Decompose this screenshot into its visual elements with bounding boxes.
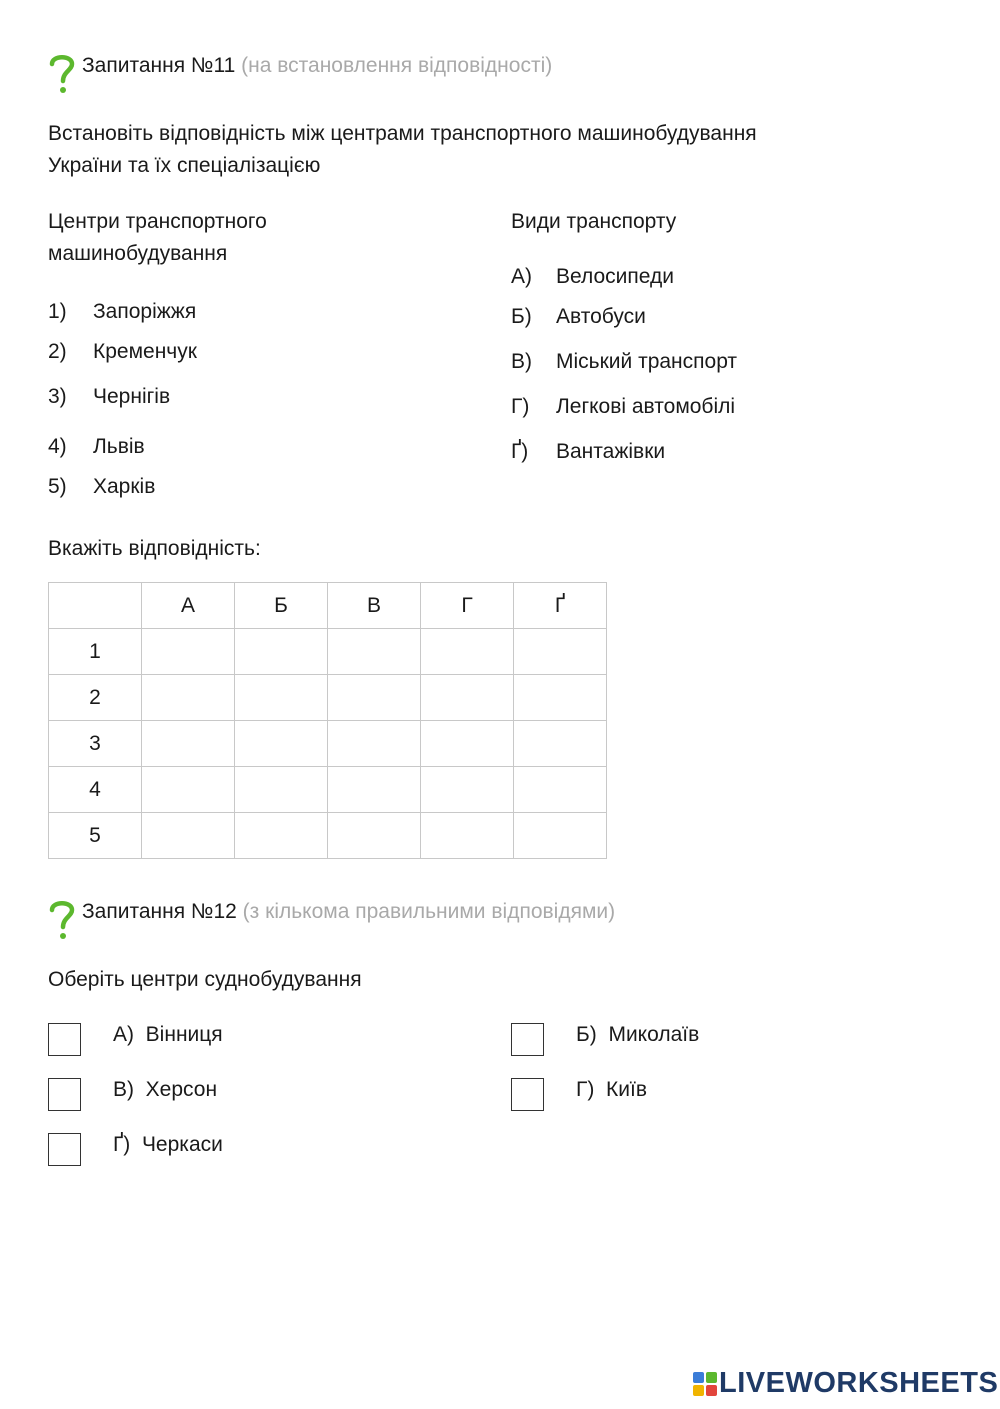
grid-answer-cell[interactable] xyxy=(328,629,421,675)
grid-answer-cell[interactable] xyxy=(421,721,514,767)
left-item-text: Львів xyxy=(93,435,145,458)
grid-answer-cell[interactable] xyxy=(235,767,328,813)
right-item-label: В) xyxy=(511,350,532,373)
grid-column-header: Ґ xyxy=(514,583,607,629)
matching-grid xyxy=(48,582,607,859)
prompt-line-1: Встановіть відповідність між центрами транспортного машинобудування xyxy=(48,122,757,145)
option-text: Херсон xyxy=(145,1078,218,1101)
grid-row xyxy=(49,675,607,721)
grid-answer-cell[interactable] xyxy=(421,813,514,859)
option-label xyxy=(576,1023,699,1047)
left-column-header xyxy=(48,206,267,270)
grid-row xyxy=(49,629,607,675)
left-item-label: 3) xyxy=(48,385,67,408)
option-checkbox[interactable] xyxy=(48,1023,81,1056)
right-item-text: Легкові автомобілі xyxy=(556,395,736,418)
prompt-line-2: України та їх спеціалізацією xyxy=(48,154,321,177)
option-letter: А) xyxy=(113,1023,134,1046)
option-checkbox[interactable] xyxy=(48,1078,81,1111)
grid-answer-cell[interactable] xyxy=(328,767,421,813)
right-item-label: А) xyxy=(511,265,532,288)
grid-row xyxy=(49,767,607,813)
grid-column-header: А xyxy=(142,583,235,629)
option-label xyxy=(576,1078,647,1102)
right-item-text: Міський транспорт xyxy=(556,350,738,373)
option-text: Черкаси xyxy=(141,1133,223,1156)
grid-answer-cell[interactable] xyxy=(142,767,235,813)
grid-row xyxy=(49,721,607,767)
grid-answer-cell[interactable] xyxy=(514,767,607,813)
question-mark-icon xyxy=(48,898,76,942)
left-item-text: Запоріжжя xyxy=(93,300,197,323)
option-text: Миколаїв xyxy=(608,1023,700,1046)
left-item-text: Харків xyxy=(93,475,156,498)
grid-answer-cell[interactable] xyxy=(514,813,607,859)
option-letter: Г) xyxy=(576,1078,595,1101)
left-item xyxy=(48,435,145,459)
grid-header-row xyxy=(49,583,607,629)
grid-column-header: Б xyxy=(235,583,328,629)
left-item-label: 2) xyxy=(48,340,67,363)
left-header-line-2: машинобудування xyxy=(48,242,228,265)
question-12-title-line xyxy=(82,900,615,924)
grid-row xyxy=(49,813,607,859)
grid-answer-cell[interactable] xyxy=(328,813,421,859)
option-checkbox[interactable] xyxy=(511,1078,544,1111)
option-label xyxy=(113,1023,223,1047)
question-12-title: Запитання №12 xyxy=(82,900,237,923)
left-item xyxy=(48,385,170,409)
left-header-line-1: Центри транспортного xyxy=(48,210,267,233)
right-item-text: Велосипеди xyxy=(556,265,674,288)
question-12-type: (з кількома правильними відповідями) xyxy=(242,900,616,923)
option-letter: В) xyxy=(113,1078,134,1101)
answer-prompt: Вкажіть відповідність: xyxy=(48,537,261,560)
grid-answer-cell[interactable] xyxy=(235,721,328,767)
option-label xyxy=(113,1133,223,1157)
right-item xyxy=(511,305,646,329)
question-11-title: Запитання №11 xyxy=(82,54,236,77)
left-item xyxy=(48,475,155,499)
right-column-header: Види транспорту xyxy=(511,210,677,233)
grid-row-header: 5 xyxy=(49,813,142,859)
grid-answer-cell[interactable] xyxy=(421,767,514,813)
left-item-label: 4) xyxy=(48,435,67,458)
left-item-text: Чернігів xyxy=(93,385,171,408)
grid-answer-cell[interactable] xyxy=(514,721,607,767)
grid-row-header: 1 xyxy=(49,629,142,675)
right-item xyxy=(511,395,735,419)
grid-answer-cell[interactable] xyxy=(421,675,514,721)
grid-answer-cell[interactable] xyxy=(235,813,328,859)
option-label xyxy=(113,1078,217,1102)
grid-answer-cell[interactable] xyxy=(142,813,235,859)
question-12-prompt: Оберіть центри суднобудування xyxy=(48,968,362,991)
left-item-label: 5) xyxy=(48,475,67,498)
right-item-label: Б) xyxy=(511,305,532,328)
option-checkbox[interactable] xyxy=(48,1133,81,1166)
grid-answer-cell[interactable] xyxy=(328,675,421,721)
grid-answer-cell[interactable] xyxy=(142,629,235,675)
right-item xyxy=(511,350,737,374)
right-item-text: Вантажівки xyxy=(556,440,666,463)
right-item-text: Автобуси xyxy=(556,305,646,328)
left-item xyxy=(48,340,197,364)
option-letter: Ґ) xyxy=(113,1133,131,1156)
option-text: Київ xyxy=(606,1078,648,1101)
question-mark-icon xyxy=(48,52,76,96)
grid-answer-cell[interactable] xyxy=(235,629,328,675)
left-item xyxy=(48,300,196,324)
grid-corner-cell xyxy=(49,583,142,629)
grid-row-header: 3 xyxy=(49,721,142,767)
question-11-prompt xyxy=(48,118,757,182)
right-item xyxy=(511,440,665,464)
right-item xyxy=(511,265,674,289)
grid-answer-cell[interactable] xyxy=(142,675,235,721)
grid-column-header: В xyxy=(328,583,421,629)
question-11-type: (на встановлення відповідності) xyxy=(241,54,553,77)
option-text: Вінниця xyxy=(145,1023,223,1046)
right-item-label: Ґ) xyxy=(511,440,529,463)
left-item-text: Кременчук xyxy=(93,340,197,363)
grid-answer-cell[interactable] xyxy=(514,675,607,721)
grid-answer-cell[interactable] xyxy=(514,629,607,675)
question-11-title-line xyxy=(82,54,552,78)
grid-row-header: 4 xyxy=(49,767,142,813)
grid-answer-cell[interactable] xyxy=(142,721,235,767)
grid-answer-cell[interactable] xyxy=(421,629,514,675)
grid-row-header: 2 xyxy=(49,675,142,721)
grid-answer-cell[interactable] xyxy=(235,675,328,721)
liveworksheets-logo-icon xyxy=(693,1372,717,1396)
option-checkbox[interactable] xyxy=(511,1023,544,1056)
right-item-label: Г) xyxy=(511,395,530,418)
left-item-label: 1) xyxy=(48,300,67,323)
grid-answer-cell[interactable] xyxy=(328,721,421,767)
option-letter: Б) xyxy=(576,1023,597,1046)
grid-column-header: Г xyxy=(421,583,514,629)
logo-text: LIVEWORKSHEETS xyxy=(719,1367,999,1399)
